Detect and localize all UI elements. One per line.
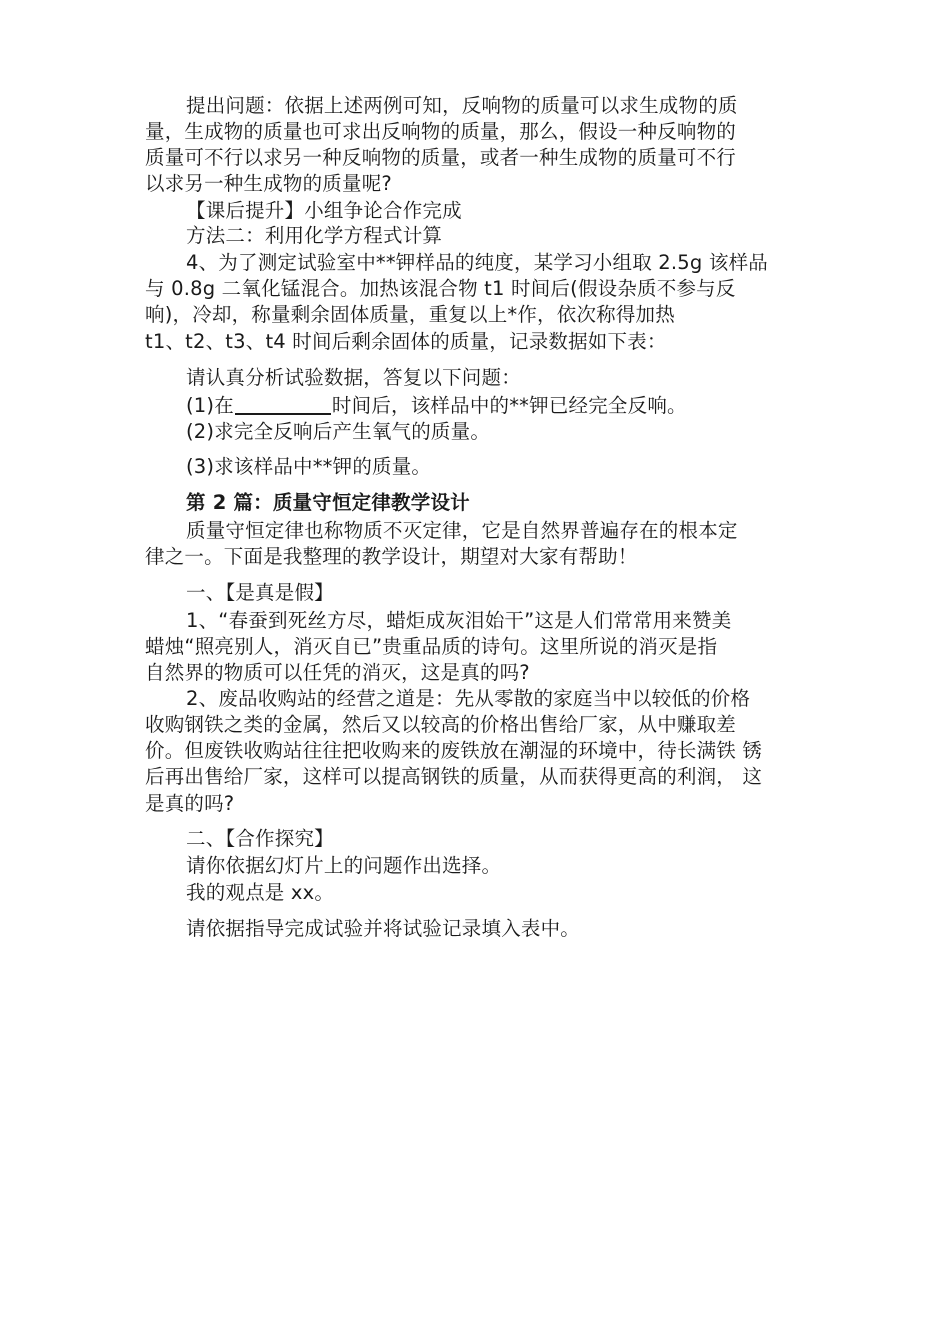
paragraph-line: 质量守恒定律也称物质不灭定律，它是自然界普遍存在的根本定 [186, 519, 738, 542]
paragraph-line: t1、t2、t3、t4 时间后剩余固体的质量，记录数据如下表： [145, 330, 667, 353]
answer-blank [235, 393, 331, 415]
paragraph-line: 请依据指导完成试验并将试验记录填入表中。 [186, 917, 581, 940]
paragraph-line: 蜡烛“照亮别人，消灭自已”贵重品质的诗句。这里所说的消灭是指 [145, 635, 718, 658]
question-1-suffix: 时间后，该样品中的**钾已经完全反响。 [331, 394, 687, 417]
paragraph-line: 与 0.8g 二氧化锰混合。加热该混合物 t1 时间后(假设杂质不参与反 [145, 277, 736, 300]
paragraph-line: 2、废品收购站的经营之道是：先从零散的家庭当中以较低的价格 [186, 687, 751, 710]
paragraph-line: (3)求该样品中**钾的质量。 [186, 455, 432, 478]
paragraph-line: 量，生成物的质量也可求出反响物的质量，那么，假设一种反响物的 [145, 120, 737, 143]
paragraph-line: 请你依据幻灯片上的问题作出选择。 [186, 854, 502, 877]
paragraph-line: 提出问题：依据上述两例可知，反响物的质量可以求生成物的质 [186, 94, 738, 117]
paragraph-line: 以求另一种生成物的质量呢? [145, 172, 392, 195]
paragraph-line: 我的观点是 xx。 [186, 881, 335, 904]
paragraph-line: 4、为了测定试验室中**钾样品的纯度，某学习小组取 2.5g 该样品 [186, 251, 768, 274]
paragraph-line: 请认真分析试验数据，答复以下问题： [186, 366, 521, 389]
paragraph-line: 律之一。下面是我整理的教学设计，期望对大家有帮助！ [145, 545, 638, 568]
paragraph-line: 一、【是真是假】 [186, 581, 334, 604]
paragraph-line: 自然界的物质可以任凭的消灭，这是真的吗? [145, 661, 530, 684]
paragraph-line: 收购钢铁之类的金属，然后又以较高的价格出售给厂家，从中赚取差 [145, 713, 737, 736]
paragraph-line: 是真的吗? [145, 792, 235, 815]
paragraph-line: 方法二：利用化学方程式计算 [186, 224, 443, 247]
paragraph-line: 后再出售给厂家，这样可以提高钢铁的质量，从而获得更高的利润， 这 [145, 765, 763, 788]
paragraph-line: 1、“春蚕到死丝方尽，蜡炬成灰泪始干”这是人们常常用来赞美 [186, 609, 732, 632]
question-1-prefix: (1)在 [186, 394, 234, 417]
question-1-line [186, 393, 687, 419]
paragraph-line: 【课后提升】小组争论合作完成 [186, 199, 462, 222]
paragraph-line: 质量可不行以求另一种反响物的质量，或者一种生成物的质量可不行 [145, 146, 737, 169]
paragraph-line: (2)求完全反响后产生氧气的质量。 [186, 420, 491, 443]
paragraph-line: 价。但废铁收购站往往把收购来的废铁放在潮湿的环境中，待长满铁 锈 [145, 739, 763, 762]
paragraph-line: 二、【合作探究】 [186, 827, 334, 850]
paragraph-line: 响)，冷却，称量剩余固体质量，重复以上*作，依次称得加热 [145, 303, 675, 326]
section-heading: 第 2 篇：质量守恒定律教学设计 [186, 491, 470, 514]
